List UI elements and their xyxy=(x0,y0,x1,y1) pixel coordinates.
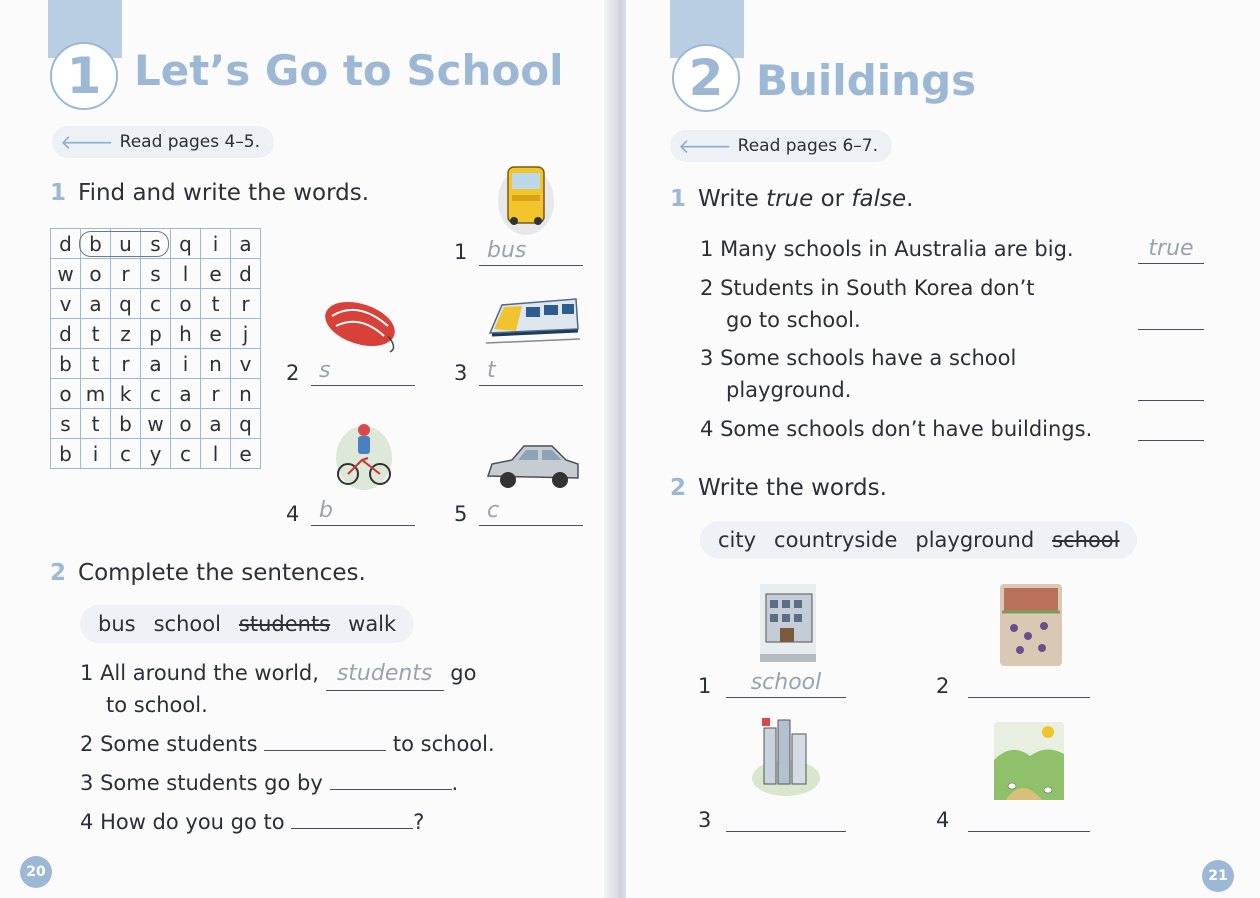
statement-number: 4 xyxy=(700,417,714,441)
statement-1 xyxy=(700,233,1074,265)
item-number: 5 xyxy=(454,502,468,526)
sentence-text: to school. xyxy=(106,693,208,717)
sentence-text: ? xyxy=(413,810,425,834)
sentence-number: 4 xyxy=(80,810,94,834)
grid-cell[interactable]: h xyxy=(171,319,201,349)
grid-cell[interactable]: r xyxy=(231,289,261,319)
statement-text: playground. xyxy=(726,378,852,402)
answer-statement-3[interactable] xyxy=(1138,371,1204,401)
exercise-instruction: false xyxy=(851,186,907,212)
sentence-text: All around the world, xyxy=(100,661,319,685)
sentence-text: Some students xyxy=(100,732,258,756)
word-bank-item-used: students xyxy=(238,612,331,636)
grid-cell[interactable]: n xyxy=(201,349,231,379)
sentence-1 xyxy=(80,657,476,691)
grid-cell[interactable]: i xyxy=(201,229,231,259)
sentence-text: Some students go by xyxy=(100,771,323,795)
grid-cell[interactable]: t xyxy=(81,319,111,349)
unit-title: Buildings xyxy=(756,56,977,105)
item-number: 1 xyxy=(454,240,468,264)
grid-cell[interactable]: q xyxy=(171,229,201,259)
exercise-instruction: Write the words. xyxy=(698,475,887,501)
answer-statement-4[interactable] xyxy=(1138,411,1204,441)
grid-cell[interactable]: c xyxy=(141,379,171,409)
playground-icon xyxy=(998,582,1064,668)
sentence-text: . xyxy=(451,771,459,795)
grid-cell[interactable]: e xyxy=(201,319,231,349)
grid-row xyxy=(51,349,261,379)
word-bank-item: bus xyxy=(98,612,136,636)
item-number: 1 xyxy=(698,674,712,698)
word-bank-item: countryside xyxy=(774,528,898,552)
grid-cell[interactable]: a xyxy=(141,349,171,379)
statement-number: 3 xyxy=(700,346,714,370)
grid-cell[interactable]: d xyxy=(51,229,81,259)
read-pages-label: Read pages 4–5. xyxy=(119,132,261,152)
exercise-instruction: or xyxy=(813,186,852,212)
answer-skateboard[interactable]: s xyxy=(311,356,415,386)
left-page xyxy=(0,0,618,898)
exercise-number: 1 xyxy=(670,186,687,212)
grid-row xyxy=(51,379,261,409)
grid-row xyxy=(51,409,261,439)
sentence-text: to school. xyxy=(392,732,495,756)
page-number: 21 xyxy=(1202,860,1234,892)
grid-cell[interactable]: o xyxy=(51,379,81,409)
grid-cell[interactable]: m xyxy=(81,379,111,409)
grid-cell[interactable]: b xyxy=(51,349,81,379)
grid-cell[interactable]: t xyxy=(81,349,111,379)
grid-cell[interactable]: a xyxy=(81,289,111,319)
grid-cell[interactable]: o xyxy=(81,259,111,289)
grid-row xyxy=(51,319,261,349)
grid-cell[interactable]: i xyxy=(81,439,111,469)
grid-cell[interactable]: p xyxy=(141,319,171,349)
grid-cell[interactable]: o xyxy=(171,409,201,439)
sentence-text: How do you go to xyxy=(100,810,285,834)
grid-cell[interactable]: d xyxy=(231,259,261,289)
word-bank-item-used: school xyxy=(1052,528,1120,552)
grid-cell[interactable]: z xyxy=(111,319,141,349)
right-page xyxy=(626,0,1260,898)
sentence-3 xyxy=(80,767,458,799)
sentence-number: 1 xyxy=(80,661,94,685)
grid-cell[interactable]: v xyxy=(51,289,81,319)
car-icon xyxy=(482,438,582,492)
answer-bus[interactable]: bus xyxy=(479,236,583,266)
word-bank-item: playground xyxy=(915,528,1035,552)
grid-cell[interactable]: a xyxy=(231,229,261,259)
exercise-instruction: . xyxy=(906,186,914,212)
grid-cell[interactable]: l xyxy=(201,439,231,469)
grid-cell[interactable]: v xyxy=(231,349,261,379)
item-number: 4 xyxy=(936,808,950,832)
read-pages-note xyxy=(670,130,892,162)
grid-row xyxy=(51,439,261,469)
exercise-instruction: Complete the sentences. xyxy=(78,560,366,586)
grid-cell[interactable]: s xyxy=(51,409,81,439)
statement-text: Some schools don’t have buildings. xyxy=(720,417,1093,441)
sentence-number: 2 xyxy=(80,732,94,756)
answer-train[interactable]: t xyxy=(479,356,583,386)
item-number: 2 xyxy=(936,674,950,698)
grid-cell[interactable]: r xyxy=(201,379,231,409)
statement-text: Some schools have a school xyxy=(720,346,1017,370)
sentence-blank[interactable] xyxy=(291,806,413,829)
exercise-number: 2 xyxy=(670,475,687,501)
exercise-heading xyxy=(670,186,913,212)
answer-picture-3[interactable] xyxy=(726,802,846,832)
unit-title: Let’s Go to School xyxy=(134,46,564,95)
grid-cell[interactable]: t xyxy=(81,409,111,439)
grid-cell[interactable]: c xyxy=(141,289,171,319)
statement-number: 2 xyxy=(700,276,714,300)
grid-cell[interactable]: i xyxy=(171,349,201,379)
answer-picture-2[interactable] xyxy=(968,668,1090,698)
statement-2 xyxy=(700,272,1034,304)
answer-picture-4[interactable] xyxy=(968,802,1090,832)
sentence-blank[interactable]: students xyxy=(326,658,444,691)
answer-statement-2[interactable] xyxy=(1138,300,1204,330)
word-bank-item: city xyxy=(718,528,757,552)
statement-text: Many schools in Australia are big. xyxy=(720,237,1074,261)
school-building-icon xyxy=(756,580,820,666)
back-arrow-icon: 🡐 xyxy=(678,134,732,158)
grid-cell[interactable]: u xyxy=(111,229,141,259)
answer-picture-1[interactable]: school xyxy=(726,668,846,698)
sentence-text: go xyxy=(450,661,477,685)
grid-cell[interactable]: b xyxy=(111,409,141,439)
exercise-heading xyxy=(50,560,366,586)
exercise-number: 2 xyxy=(50,560,67,586)
answer-bicycle[interactable]: b xyxy=(311,496,415,526)
exercise-instruction: true xyxy=(766,186,814,212)
exercise-instruction: Write xyxy=(698,186,767,212)
grid-cell[interactable]: o xyxy=(171,289,201,319)
unit-number-badge: 2 xyxy=(672,44,740,112)
exercise-heading xyxy=(50,180,369,206)
grid-cell[interactable]: k xyxy=(111,379,141,409)
grid-cell[interactable]: a xyxy=(171,379,201,409)
exercise-heading xyxy=(670,475,887,501)
sentence-blank[interactable] xyxy=(264,728,386,751)
grid-row xyxy=(51,289,261,319)
grid-cell[interactable]: e xyxy=(201,259,231,289)
read-pages-label: Read pages 6–7. xyxy=(737,136,879,156)
grid-cell[interactable]: b xyxy=(51,439,81,469)
grid-cell[interactable]: e xyxy=(231,439,261,469)
item-number: 3 xyxy=(454,361,468,385)
grid-cell[interactable]: q xyxy=(111,289,141,319)
item-number: 4 xyxy=(286,502,300,526)
item-number: 3 xyxy=(698,808,712,832)
sentence-4 xyxy=(80,806,424,838)
statement-4 xyxy=(700,413,1092,445)
grid-cell[interactable]: q xyxy=(231,409,261,439)
item-number: 2 xyxy=(286,361,300,385)
sentence-number: 3 xyxy=(80,771,94,795)
found-word-circle xyxy=(79,231,169,257)
word-bank xyxy=(80,605,414,643)
grid-cell[interactable]: r xyxy=(111,259,141,289)
grid-cell[interactable]: r xyxy=(111,349,141,379)
unit-number-badge: 1 xyxy=(50,42,118,110)
read-pages-note xyxy=(52,126,274,158)
grid-row xyxy=(51,259,261,289)
countryside-icon xyxy=(992,720,1066,802)
answer-statement-1[interactable]: true xyxy=(1138,234,1204,264)
word-search-grid xyxy=(50,228,261,469)
sentence-2 xyxy=(80,728,495,760)
word-bank-item: walk xyxy=(348,612,397,636)
grid-cell[interactable]: b xyxy=(81,229,111,259)
statement-text: go to school. xyxy=(726,308,861,332)
exercise-number: 1 xyxy=(50,180,67,206)
word-bank xyxy=(700,521,1137,559)
grid-cell[interactable]: a xyxy=(201,409,231,439)
grid-cell[interactable]: j xyxy=(231,319,261,349)
answer-car[interactable]: c xyxy=(479,496,583,526)
page-number: 20 xyxy=(20,856,52,888)
grid-cell[interactable]: d xyxy=(51,319,81,349)
statement-text: Students in South Korea don’t xyxy=(720,276,1035,300)
statement-3 xyxy=(700,342,1016,374)
bus-icon xyxy=(494,155,558,237)
grid-cell[interactable]: y xyxy=(141,439,171,469)
grid-cell[interactable]: w xyxy=(51,259,81,289)
sentence-blank[interactable] xyxy=(330,767,452,790)
skateboard-icon xyxy=(318,296,408,356)
grid-cell[interactable]: t xyxy=(201,289,231,319)
grid-cell[interactable]: n xyxy=(231,379,261,409)
city-icon xyxy=(750,716,822,800)
back-arrow-icon: 🡐 xyxy=(60,130,114,154)
grid-cell[interactable]: w xyxy=(141,409,171,439)
bicycle-icon xyxy=(334,418,394,492)
statement-number: 1 xyxy=(700,237,714,261)
exercise-instruction: Find and write the words. xyxy=(78,180,370,206)
word-bank-item: school xyxy=(153,612,221,636)
grid-cell[interactable]: c xyxy=(171,439,201,469)
grid-cell[interactable]: c xyxy=(111,439,141,469)
train-icon xyxy=(482,293,582,353)
grid-cell[interactable]: s xyxy=(141,259,171,289)
grid-cell[interactable]: l xyxy=(171,259,201,289)
grid-cell[interactable]: s xyxy=(141,229,171,259)
